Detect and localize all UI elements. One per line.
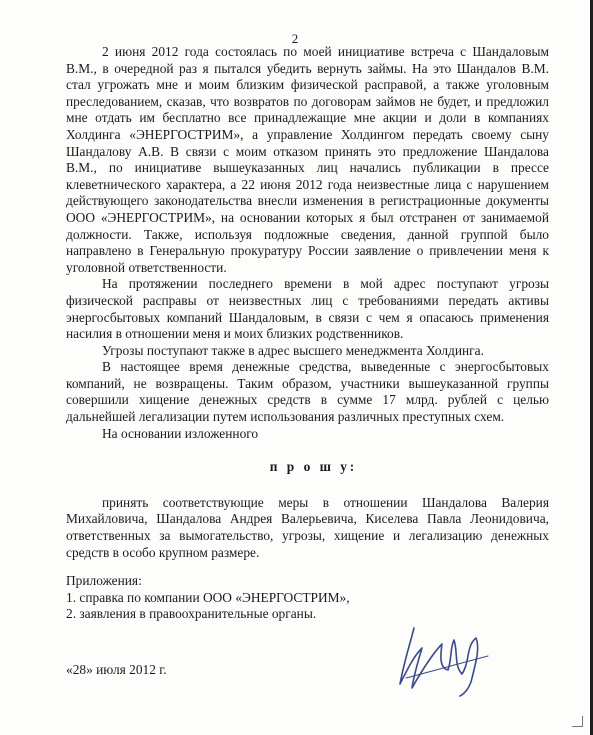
paragraph-funds: В настоящее время денежные средства, выведенные с энергосбытовых компаний, не возвращены. Таким образом, участники вышеуказанной группы совершили хищение денежных средств в сумме 17 млрд. рублей с целью дальнейшей легализации путем использования различных преступных схем. bbox=[66, 359, 549, 425]
request-heading: п р о ш у: bbox=[269, 459, 358, 475]
handwritten-signature bbox=[392, 618, 502, 698]
letter-body bbox=[66, 44, 549, 561]
request-paragraph: принять соответствующие меры в отношении Шандалова Валерия Михайловича, Шандалова Андрея Валерьевича, Киселева Павла Леонидовича, ответственных за вымогательство, угрозы, хищение и легализацию денежных средств в особо крупном размере. bbox=[66, 494, 549, 560]
attachment-item: 1. справка по компании ООО «ЭНЕРГОСТРИМ», bbox=[66, 589, 350, 605]
attachments-title: Приложения: bbox=[66, 573, 142, 588]
attachment-item: 2. заявления в правоохранительные органы. bbox=[66, 606, 317, 622]
scan-corner-mark bbox=[572, 716, 583, 727]
page-number: 2 bbox=[291, 31, 299, 46]
paragraph-threats: На протяжении последнего времени в мой адрес поступают угрозы физической расправы от неизвестных лиц с требованиями передать активы энергосбытовых компаний Шандаловым, в связи с чем я опасаюсь применения насилия в отношении меня и моих близких родственников. bbox=[66, 276, 549, 342]
document-date: «28» июля 2012 г. bbox=[66, 662, 167, 677]
paragraph-meeting: 2 июня 2012 года состоялась по моей инициативе встреча с Шандаловым В.М., в очередной раз я пытался убедить вернуть займы. На это Шандалов В.М. стал угрожать мне и моим близким физической расправой, а также уголовным преследованием, сказав, что возвратов по договорам займов не будет, и предложил мне отдать им бесплатно все принадлежащие мне акции и доли в компаниях Холдинга «ЭНЕРГОСТРИМ», а управление Холдингом передать своему сыну Шандалову А.В. В связи с моим отказом принять это предложение Шандалова В.М., по инициативе вышеуказанных лиц начались публикации в прессе клеветнического характера, а 22 июня 2012 года неизвестные лица с нарушением действующего законодательства внесли изменения в регистрационные документы ООО «ЭНЕРГОСТРИМ», на основании которых я был отстранен от занимаемой должности. Также, используя подложные сведения, данной группой было направлено в Генеральную прокуратуру России заявление о привлечении меня к уголовной ответственности. bbox=[66, 44, 549, 275]
paragraph-management-threats: Угрозы поступают также в адрес высшего менеджмента Холдинга. bbox=[102, 342, 484, 358]
attachments-list bbox=[66, 573, 486, 623]
paragraph-basis: На основании изложенного bbox=[102, 425, 259, 441]
